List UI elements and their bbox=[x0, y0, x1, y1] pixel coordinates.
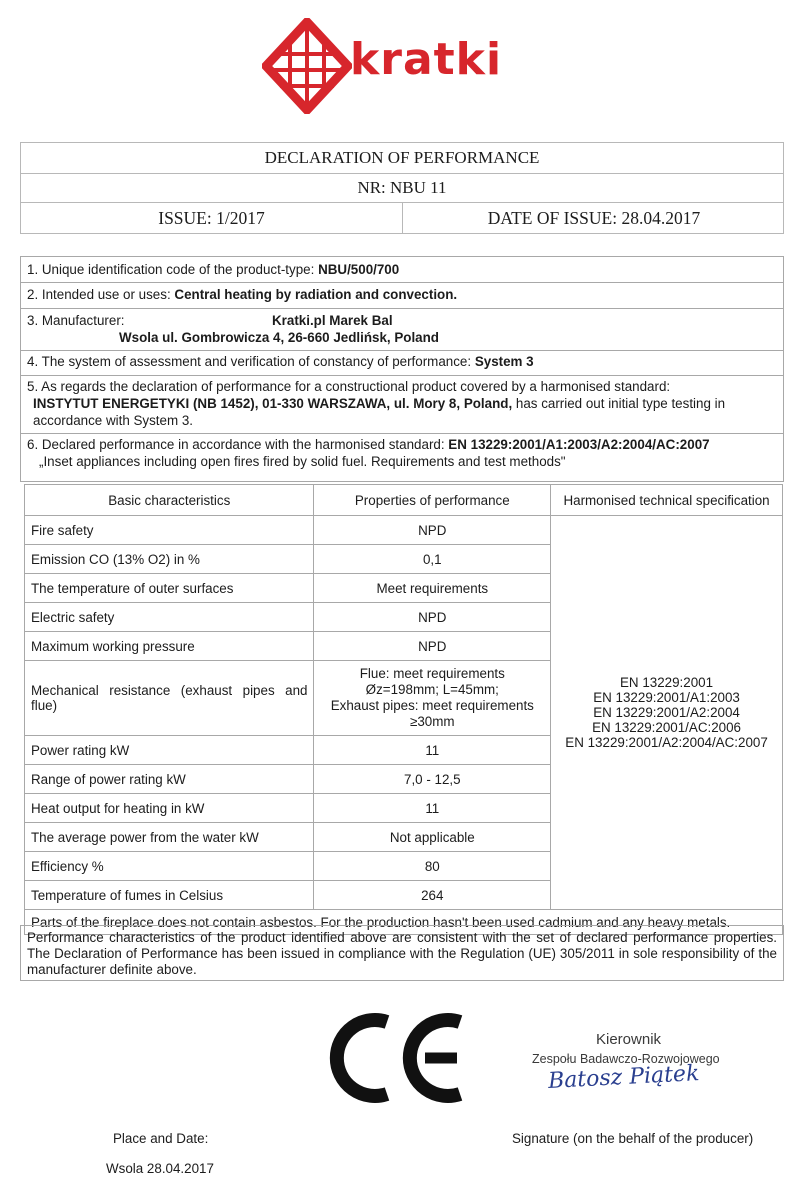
performance-value: Meet requirements bbox=[314, 574, 551, 603]
item-6-line2: „Inset appliances including open fires fired by solid fuel. Requirements and test methods" bbox=[39, 454, 566, 469]
performance-value: NPD bbox=[314, 603, 551, 632]
issue-date: DATE OF ISSUE: 28.04.2017 bbox=[487, 207, 701, 228]
performance-value: 264 bbox=[314, 881, 551, 910]
performance-value: 80 bbox=[314, 852, 551, 881]
item-intended-use bbox=[27, 287, 457, 303]
characteristic: Temperature of fumes in Celsius bbox=[25, 881, 314, 910]
signature-label: Signature (on the behalf of the producer) bbox=[512, 1131, 754, 1146]
performance-value: Flue: meet requirements Øz=198mm; L=45mm; Exhaust pipes: meet requirements ≥30mm bbox=[314, 661, 551, 736]
asbestos-note: Parts of the fireplace does not contain asbestos. For the production hasn't been used cadmium and any heavy metals. bbox=[25, 910, 783, 935]
item-assessment-system bbox=[27, 354, 534, 370]
column-header: Properties of performance bbox=[314, 485, 551, 516]
characteristic: Power rating kW bbox=[25, 736, 314, 765]
characteristic: Mechanical resistance (exhaust pipes and flue) bbox=[25, 661, 314, 736]
issue-number: ISSUE: 1/2017 bbox=[21, 203, 403, 233]
harmonised-spec: EN 13229:2001 EN 13229:2001/A1:2003 EN 13229:2001/A2:2004 EN 13229:2001/AC:2006 EN 13229:2001/A2:2004/AC:2007 bbox=[551, 516, 783, 910]
place-date-value: Wsola 28.04.2017 bbox=[106, 1161, 214, 1176]
item-1-label: 1. Unique identification code of the product-type: bbox=[27, 262, 319, 277]
header-issue-row bbox=[21, 203, 783, 233]
manufacturer-name: Kratki.pl Marek Bal bbox=[272, 313, 393, 328]
item-5-line2 bbox=[33, 396, 725, 412]
characteristic: Maximum working pressure bbox=[25, 632, 314, 661]
column-header: Basic characteristics bbox=[25, 485, 314, 516]
stamp-title: Kierownik bbox=[596, 1031, 662, 1048]
column-header: Harmonised technical specification bbox=[551, 485, 783, 516]
characteristic: Emission CO (13% O2) in % bbox=[25, 545, 314, 574]
performance-value: 7,0 - 12,5 bbox=[314, 765, 551, 794]
divider bbox=[21, 433, 783, 434]
divider bbox=[21, 350, 783, 351]
stamp-department: Zespołu Badawczo-Rozwojowego bbox=[532, 1052, 720, 1066]
brand-name: kratki bbox=[350, 34, 503, 85]
performance-value: NPD bbox=[314, 632, 551, 661]
item-5-line1: 5. As regards the declaration of performance for a constructional product covered by a harmonised standard: bbox=[27, 379, 671, 394]
performance-table bbox=[24, 484, 783, 935]
place-date-label: Place and Date: bbox=[113, 1131, 209, 1146]
header-number-row bbox=[21, 174, 783, 203]
conformity-statement: Performance characteristics of the product identified above are consistent with the set of declared performance properties. The Declaration of Performance has been issued in compliance with the Regulation (UE) 305/2011 in sole responsibility of the manufacturer definite above. bbox=[20, 925, 784, 981]
item-product-code bbox=[27, 262, 399, 278]
item-2-label: 2. Intended use or uses: bbox=[27, 287, 175, 302]
handwritten-signature: Batosz Piątek bbox=[547, 1061, 700, 1094]
characteristic: Fire safety bbox=[25, 516, 314, 545]
notified-body: INSTYTUT ENERGETYKI (NB 1452), 01-330 WARSZAWA, ul. Mory 8, Poland, bbox=[33, 396, 513, 411]
performance-value: 0,1 bbox=[314, 545, 551, 574]
characteristic: The average power from the water kW bbox=[25, 823, 314, 852]
characteristic: The temperature of outer surfaces bbox=[25, 574, 314, 603]
table-header-row bbox=[25, 485, 783, 516]
characteristic: Range of power rating kW bbox=[25, 765, 314, 794]
document-number: NR: NBU 11 bbox=[357, 178, 447, 197]
item-5-line3: accordance with System 3. bbox=[33, 413, 194, 428]
manufacturer-address: Wsola ul. Gombrowicza 4, 26-660 Jedlińsk, Poland bbox=[119, 330, 439, 345]
performance-value: 11 bbox=[314, 794, 551, 823]
ce-mark-icon bbox=[325, 1010, 470, 1105]
performance-value: Not applicable bbox=[314, 823, 551, 852]
item-standard bbox=[27, 437, 710, 453]
table-row bbox=[25, 516, 783, 545]
item-5-rest: has carried out initial type testing in bbox=[512, 396, 726, 411]
performance-value: NPD bbox=[314, 516, 551, 545]
item-6-label: 6. Declared performance in accordance with the harmonised standard: bbox=[27, 437, 449, 452]
header-title-row bbox=[21, 143, 783, 174]
item-4-label: 4. The system of assessment and verification of constancy of performance: bbox=[27, 354, 475, 369]
item-1-value: NBU/500/700 bbox=[318, 262, 400, 277]
grid-diamond-logo-icon bbox=[262, 18, 352, 114]
characteristic: Heat output for heating in kW bbox=[25, 794, 314, 823]
performance-value: 11 bbox=[314, 736, 551, 765]
divider bbox=[21, 282, 783, 283]
divider bbox=[21, 375, 783, 376]
document-title: DECLARATION OF PERFORMANCE bbox=[264, 148, 540, 167]
item-2-value: Central heating by radiation and convection. bbox=[174, 287, 458, 302]
item-3-label: 3. Manufacturer: bbox=[27, 313, 125, 328]
item-6-value: EN 13229:2001/A1:2003/A2:2004/AC:2007 bbox=[448, 437, 710, 452]
divider bbox=[21, 308, 783, 309]
item-4-value: System 3 bbox=[474, 354, 534, 369]
characteristic: Efficiency % bbox=[25, 852, 314, 881]
characteristic: Electric safety bbox=[25, 603, 314, 632]
declaration-header bbox=[20, 142, 784, 234]
declaration-items bbox=[20, 256, 784, 482]
